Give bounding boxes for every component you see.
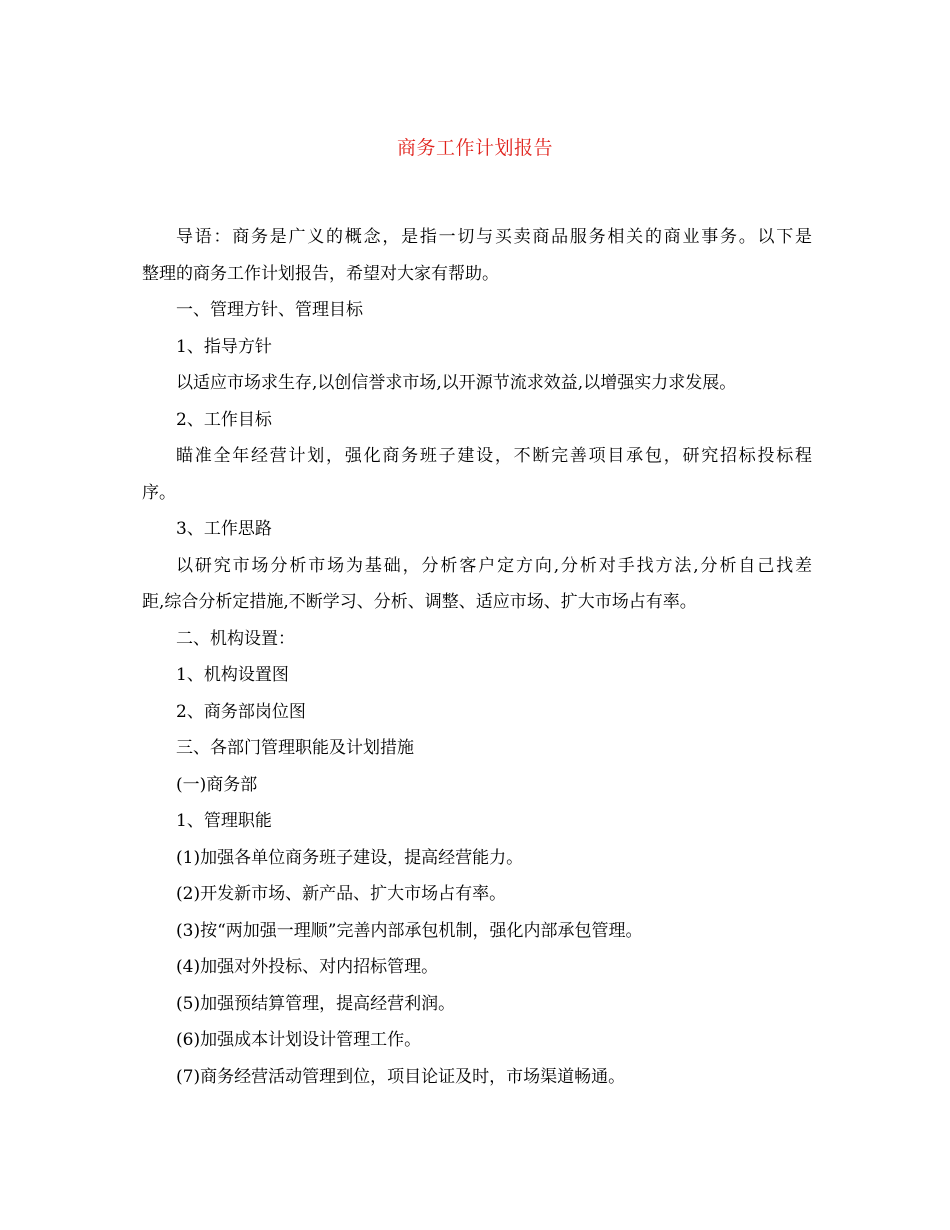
list-item-4: (4)加强对外投标、对内招标管理。 bbox=[176, 957, 439, 977]
list-item-2: (2)开发新市场、新产品、扩大市场占有率。 bbox=[176, 884, 507, 904]
paragraph-work-goals-line-2: 序。 bbox=[142, 482, 176, 503]
document-body bbox=[142, 219, 812, 1095]
paragraph-intro-line-2: 整理的商务工作计划报告，希望对大家有帮助。 bbox=[142, 263, 499, 284]
list-item-7: (7)商务经营活动管理到位，项目论证及时，市场渠道畅通。 bbox=[176, 1066, 626, 1087]
paragraph-work-ideas-line-1: 以研究市场分析市场为基础，分析客户定方向,分析对手找方法,分析自己找差 bbox=[176, 555, 812, 576]
heading-section-1: 一、管理方针、管理目标 bbox=[176, 300, 363, 320]
list-item-post-chart: 2、商务部岗位图 bbox=[176, 701, 306, 722]
paragraph-intro-line-1: 导语：商务是广义的概念，是指一切与买卖商品服务相关的商业事务。以下是 bbox=[176, 227, 812, 247]
heading-section-2: 二、机构设置： bbox=[176, 628, 295, 649]
paragraph-work-ideas-line-2: 距,综合分析定措施,不断学习、分析、调整、适应市场、扩大市场占有率。 bbox=[142, 592, 697, 612]
paragraph-work-goals-line-1: 瞄准全年经营计划，强化商务班子建设，不断完善项目承包，研究招标投标程 bbox=[176, 446, 812, 466]
list-item-1: (1)加强各单位商务班子建设，提高经营能力。 bbox=[176, 847, 524, 868]
subheading-work-ideas: 3、工作思路 bbox=[176, 519, 272, 539]
list-item-6: (6)加强成本计划设计管理工作。 bbox=[176, 1030, 422, 1050]
paragraph-guiding-policy: 以适应市场求生存,以创信誉求市场,以开源节流求效益,以增强实力求发展。 bbox=[176, 373, 737, 393]
subheading-work-goals: 2、工作目标 bbox=[176, 409, 272, 430]
subheading-management-functions: 1、管理职能 bbox=[176, 811, 272, 831]
heading-section-3: 三、各部门管理职能及计划措施 bbox=[176, 738, 414, 758]
list-item-5: (5)加强预结算管理，提高经营利润。 bbox=[176, 993, 456, 1014]
subheading-business-dept: (一)商务部 bbox=[176, 774, 258, 795]
subheading-guiding-policy: 1、指导方针 bbox=[176, 336, 272, 357]
list-item-3: (3)按“两加强一理顺”完善内部承包机制，强化内部承包管理。 bbox=[176, 920, 643, 941]
document-title: 商务工作计划报告 bbox=[396, 137, 553, 159]
list-item-org-chart: 1、机构设置图 bbox=[176, 665, 289, 685]
